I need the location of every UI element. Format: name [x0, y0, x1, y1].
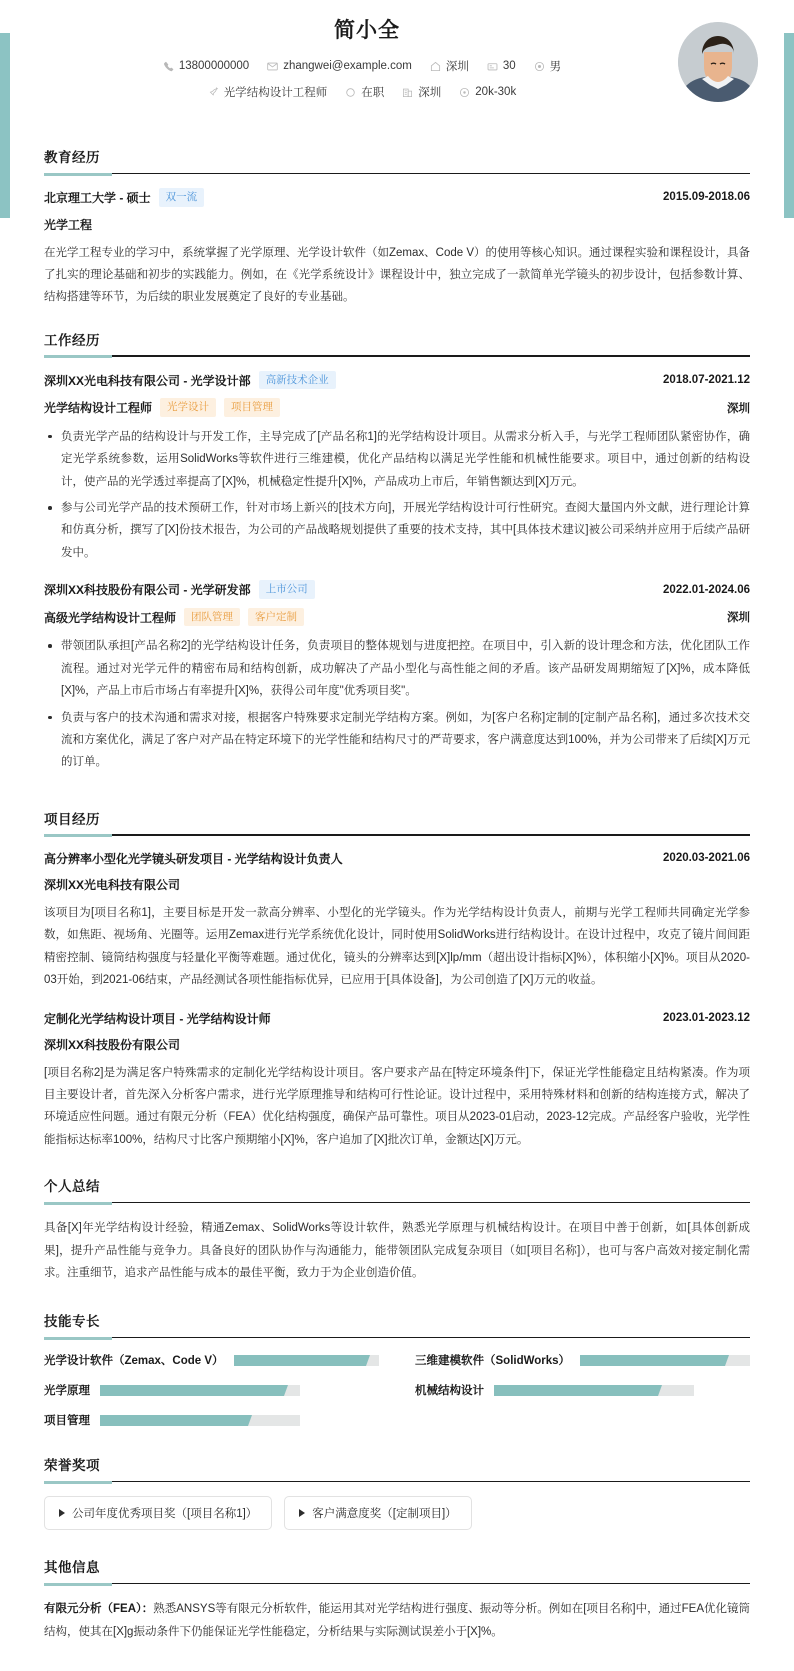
job-city [402, 84, 441, 100]
section-title: 其他信息 [44, 1560, 100, 1576]
avatar [678, 22, 758, 102]
award-label: 客户满意度奖（[定制项目]） [312, 1508, 457, 1521]
skill-item [44, 1382, 379, 1398]
section-header-education [44, 146, 750, 174]
section-awards [0, 1454, 794, 1530]
work-date: 2022.01-2024.06 [663, 583, 750, 596]
list-item: 参与公司光学产品的技术预研工作，针对市场上新兴的[技术方向]，开展光学结构设计可行性研究。查阅大量国内外文献，进行理论计算和仿真分析，撰写了[X]份技术报告，为公司的产品战略规划提供了重要的技术支持，其中[具体技术建议]被公司采纳并应用于后续产品研发中。 [44, 497, 750, 564]
work-location: 深圳 [727, 402, 750, 415]
other-info-text: 熟悉ANSYS等有限元分析软件，能运用其对光学结构进行强度、振动等分析。例如在[项目名称]中，通过FEA优化镜筒结构，使其在[X]g振动条件下仍能保证光学性能稳定，分析结果与实际测试误差小于[X]%。 [44, 1603, 750, 1638]
skill-label: 机械结构设计 [415, 1385, 484, 1398]
section-header-projects [44, 808, 750, 836]
play-triangle-icon [299, 1509, 305, 1517]
school-tag: 双一流 [159, 188, 205, 207]
building-icon [402, 87, 413, 98]
section-rule [44, 834, 750, 836]
project-company: 深圳XX光电科技有限公司 [44, 877, 181, 892]
section-work [0, 329, 794, 774]
company-name: 深圳XX光电科技有限公司 - 光学设计部 [44, 373, 251, 388]
skill-progress-bar [494, 1385, 694, 1396]
project-entry [44, 850, 750, 992]
section-rule-accent [44, 1481, 112, 1484]
bottom-spacer [0, 1643, 794, 1671]
job-title [208, 84, 328, 100]
entry-role-left [44, 398, 280, 417]
status-icon [345, 87, 356, 98]
job-role: 光学结构设计工程师 [44, 401, 153, 416]
entry-role-left [44, 608, 304, 627]
project-name: 定制化光学结构设计项目 - 光学结构设计师 [44, 1011, 271, 1026]
list-item: 负责光学产品的结构设计与开发工作，主导完成了[产品名称1]的光学结构设计项目。从需求分析入手，与光学工程师团队紧密协作，确定光学系统参数，运用SolidWorks等软件进行三维建模，优化产品结构以满足光学性能和机械性能要求。项目中，通过创新的结构设计，使产品的光学透过率提高了[X]%，机械稳定性提升[X]%，产品成功上市后，年销售额达到[X]万元。 [44, 426, 750, 493]
section-skills [0, 1310, 794, 1428]
rocket-icon [208, 87, 219, 98]
award-chip[interactable] [44, 1496, 272, 1530]
section-education [0, 146, 794, 309]
project-description: [项目名称2]是为满足客户特殊需求的定制化光学结构设计项目。客户要求产品在[特定环境条件]下，保证光学性能稳定且结构紧凑。作为项目主要设计者，首先深入分析客户需求，进行光学原理推导和结构可行性论证。设计过程中，采用特殊材料和创新的结构连接方式，解决了环境适应性问题。通过有限元分析（FEA）优化结构强度，确保产品可靠性。项目从2023-01启动，2023-12完成。产品经客户验收，光学性能指标达标率100%，结构尺寸比客户预期缩小[X]%，客户追加了[X]批次订单，金额达[X]万元。 [44, 1066, 750, 1146]
section-summary [0, 1175, 794, 1284]
skill-progress-fill [580, 1355, 721, 1366]
work-entry [44, 371, 750, 565]
entry-heading-row [44, 188, 750, 207]
contact-gender [534, 58, 562, 74]
section-header-awards [44, 1454, 750, 1482]
skill-progress-fill [100, 1415, 244, 1426]
skill-progress-bar [580, 1355, 750, 1366]
work-entry [44, 580, 750, 774]
section-rule-accent [44, 1337, 112, 1340]
awards-list [44, 1496, 750, 1530]
list-item: 带领团队承担[产品名称2]的光学结构设计任务，负责项目的整体规划与进度把控。在项目中，引入新的设计理念和方法，优化团队工作流程。通过对光学元件的精密布局和结构创新，成功解决了产品小型化与高性能之间的矛盾。该产品研发周期缩短了[X]%，成本降低[X]%，产品上市后市场占有率提升[X]%，获得公司年度"优秀项目奖"。 [44, 635, 750, 702]
work-bullets [44, 426, 750, 565]
skill-item [44, 1412, 379, 1428]
contact-gender-text: 男 [549, 61, 562, 73]
section-header-other-info [44, 1556, 750, 1584]
other-info-label: 有限元分析（FEA）： [44, 1603, 154, 1616]
entry-heading-left [44, 580, 315, 599]
section-title: 工作经历 [44, 332, 100, 348]
job-meta-row [44, 84, 750, 100]
skill-progress-bar [100, 1385, 300, 1396]
salary-icon [459, 87, 470, 98]
company-name: 深圳XX科技股份有限公司 - 光学研发部 [44, 583, 251, 598]
entry-heading-row [44, 1010, 750, 1027]
skill-progress-bar [234, 1355, 379, 1366]
job-salary-text: 20k-30k [475, 86, 517, 98]
section-rule-accent [44, 173, 112, 176]
company-tag: 上市公司 [259, 580, 315, 599]
section-title: 个人总结 [44, 1179, 100, 1195]
resume-header [0, 0, 794, 126]
section-rule [44, 1481, 750, 1483]
skill-progress-fill [100, 1385, 280, 1396]
contact-age [487, 60, 516, 72]
skill-tag: 客户定制 [248, 608, 304, 627]
skill-label: 三维建模软件（SolidWorks） [415, 1355, 571, 1368]
project-name: 高分辨率小型化光学镜头研发项目 - 光学结构设计负责人 [44, 851, 343, 866]
list-item: 负责与客户的技术沟通和需求对接，根据客户特殊要求定制光学结构方案。例如，为[客户名称]定制的[定制产品名称]，通过多次技术交流和方案优化，满足了客户对产品在特定环境下的光学性能和结构尺寸的严苛要求，客户满意度达到100%，并为公司带来了后续[X]万元的订单。 [44, 707, 750, 774]
section-rule-accent [44, 1583, 112, 1586]
section-header-skills [44, 1310, 750, 1338]
contact-row [44, 58, 750, 74]
summary-text: 具备[X]年光学结构设计经验，精通Zemax、SolidWorks等设计软件，熟悉光学原理与机械结构设计。在项目中善于创新，如[具体创新成果]，提升产品性能与竞争力。具备良好的团队协作与沟通能力，能带领团队完成复杂项目（如[项目名称]），也可与客户高效对接定制化需求。注重细节，追求产品性能与成本的最佳平衡，致力于为企业创造价值。 [44, 1222, 750, 1280]
play-triangle-icon [59, 1509, 65, 1517]
education-description: 在光学工程专业的学习中，系统掌握了光学原理、光学设计软件（如Zemax、Code V）的使用等核心知识。通过课程实验和课程设计，具备了扎实的理论基础和初步的实践能力。例如，在《光学系统设计》课程设计中，独立完成了一款简单光学镜头的初步设计，包括参数计算、结构搭建等环节，为后续的职业发展奠定了良好的专业基础。 [44, 246, 750, 304]
section-rule-accent [44, 834, 112, 837]
section-header-work [44, 329, 750, 357]
skill-progress-fill [494, 1385, 654, 1396]
contact-phone [163, 60, 249, 72]
project-date: 2023.01-2023.12 [663, 1012, 750, 1025]
skill-progress-fill [234, 1355, 362, 1366]
section-title: 项目经历 [44, 811, 100, 827]
entry-heading-row [44, 850, 750, 867]
job-city-text: 深圳 [418, 87, 442, 99]
section-other-info [0, 1556, 794, 1643]
id-card-icon [487, 61, 498, 72]
page-title: 简小全 [334, 19, 400, 42]
company-tag: 高新技术企业 [259, 371, 336, 390]
job-status [345, 84, 384, 100]
section-title: 荣誉奖项 [44, 1458, 100, 1474]
section-rule-accent [44, 1202, 112, 1205]
skill-item [415, 1382, 750, 1398]
skills-grid [44, 1352, 750, 1428]
education-entry [44, 188, 750, 309]
work-location: 深圳 [727, 612, 750, 625]
entry-heading-row [44, 580, 750, 599]
section-rule [44, 1202, 750, 1204]
education-date: 2015.09-2018.06 [663, 191, 750, 204]
section-header-summary [44, 1175, 750, 1203]
contact-city-text: 深圳 [445, 61, 469, 73]
skill-tag: 光学设计 [160, 398, 216, 417]
entry-heading-row [44, 371, 750, 390]
job-role: 高级光学结构设计工程师 [44, 610, 177, 625]
other-info-item [44, 1598, 750, 1643]
section-rule-accent [44, 355, 112, 358]
job-title-text: 光学结构设计工程师 [223, 87, 328, 99]
entry-role-row [44, 608, 750, 627]
contact-city [430, 58, 469, 74]
section-rule [44, 173, 750, 175]
skill-item [415, 1352, 750, 1368]
home-icon [430, 61, 441, 72]
skill-progress-bar [100, 1415, 300, 1426]
skill-label: 光学设计软件（Zemax、Code V） [44, 1355, 224, 1368]
section-title: 技能专长 [44, 1314, 100, 1330]
contact-phone-text: 13800000000 [178, 60, 250, 72]
phone-icon [163, 61, 174, 72]
section-rule [44, 355, 750, 357]
work-date: 2018.07-2021.12 [663, 374, 750, 387]
section-projects [0, 808, 794, 1151]
entry-role-row [44, 398, 750, 417]
contact-email-text: zhangwei@example.com [283, 60, 412, 72]
job-salary [459, 86, 516, 98]
section-title: 教育经历 [44, 150, 100, 165]
skill-label: 项目管理 [44, 1415, 90, 1428]
work-bullets [44, 635, 750, 774]
skill-tag: 项目管理 [224, 398, 280, 417]
skill-label: 光学原理 [44, 1385, 90, 1398]
project-date: 2020.03-2021.06 [663, 852, 750, 865]
award-chip[interactable] [284, 1496, 471, 1530]
entry-heading-left [44, 371, 336, 390]
project-company: 深圳XX科技股份有限公司 [44, 1037, 181, 1052]
section-rule [44, 1583, 750, 1585]
gender-icon [534, 61, 545, 72]
project-entry [44, 1010, 750, 1152]
contact-email [267, 60, 412, 72]
job-status-text: 在职 [361, 87, 385, 99]
entry-heading-left [44, 188, 204, 207]
contact-age-text: 30 [502, 60, 516, 72]
school-name: 北京理工大学 - 硕士 [44, 190, 151, 205]
skill-tag: 团队管理 [184, 608, 240, 627]
skill-item [44, 1352, 379, 1368]
education-major: 光学工程 [44, 217, 93, 232]
award-label: 公司年度优秀项目奖（[项目名称1]） [72, 1508, 258, 1521]
section-rule [44, 1337, 750, 1339]
project-description: 该项目为[项目名称1]，主要目标是开发一款高分辨率、小型化的光学镜头。作为光学结构设计负责人，前期与光学工程师共同确定光学参数，如焦距、视场角、光圈等。运用Zemax进行光学系统优化设计，同时使用SolidWorks进行结构设计。在设计过程中，攻克了镜片间间距精密控制、镜筒结构强度与轻量化平衡等难题。通过优化，镜头的分辨率达到[X]lp/mm（超出设计指标[X]%），体积缩小[X]%。项目从2020-03开始，到2021-06结束，产品经测试各项性能指标优异，已应用于[具体设备]，为公司创造了[X]万元的收益。 [44, 906, 750, 987]
mail-icon [267, 61, 278, 72]
